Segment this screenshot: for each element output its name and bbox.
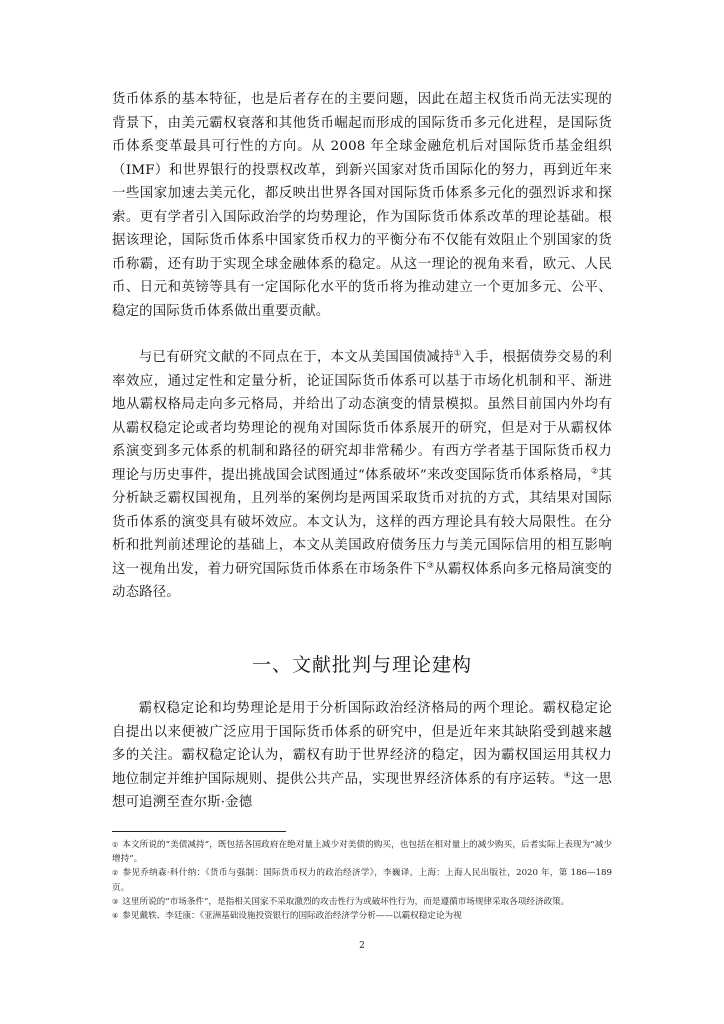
footnote-mark: ②: [112, 869, 119, 878]
paragraph-text: 这一思想可追溯至查尔斯·金德: [112, 771, 612, 810]
footnote-reference-3[interactable]: ③: [426, 560, 435, 570]
footnotes: [112, 838, 612, 923]
footnote-text: 这里所说的“市场条件”，是指相关国家不采取激烈的攻击性行为或破坏性行为，而是遵循市场规律采取各项经济政策。: [122, 896, 570, 907]
section-heading: 一、文献批判与理论建构: [251, 654, 472, 676]
body-paragraph-1: [112, 88, 612, 323]
paragraph-text: 与已有研究文献的不同点在于，本文从美国国债减持: [138, 350, 454, 365]
paragraph-text: 货币体系的基本特征，也是后者存在的主要问题，因此在超主权货币尚无法实现的背景下，由美元霸权衰落和其他货币崛起而形成的国际货币多元化进程，是国际货币体系变革最具可行性的方向。从 2008 年全球金融危机后对国际货币基金组织（IMF）和世界银行的投票权改革，到新兴国家对货币国际化的努力，再到近年来一些国家加速去美元化，都反映出世界各国对国际货币体系多元化的强烈诉求和探索。更有学者引入国际政治学的均势理论，作为国际货币体系改革的理论基础。根据该理论，国际货币体系中国家货币权力的平衡分布不仅能有效阻止个别国家的货币称霸，还有助于实现全球金融体系的稳定。从这一理论的视角来看，欧元、人民币、日元和英镑等具有一定国际化水平的货币将为推动建立一个更加多元、公平、稳定的国际货币体系做出重要贡献。: [112, 92, 612, 319]
footnote-reference-4[interactable]: ④: [563, 770, 572, 780]
footnote-mark: ①: [112, 841, 119, 849]
footnote-text: 参见乔纳森·科什纳：《货币与强制：国际货币权力的政治经济学》，李巍译，上海：上海人民出版社，2020 年，第 186—189 页。: [112, 868, 612, 893]
footnote-text: 参见戴轶、李廷康：《亚洲基础设施投资银行的国际政治经济学分析——以霸权稳定论为视: [122, 911, 462, 922]
paragraph-text: 其分析缺乏霸权国视角，且列举的案例均是两国采取货币对抗的方式，其结果对国际货币体系的演变具有破坏效应。本文认为，这样的西方理论具有较大局限性。在分析和批判前述理论的基础上，本文从美国政府债务压力与美元国际信用的相互影响这一视角出发，着力研究国际货币体系在市场条件下: [112, 467, 612, 577]
body-paragraph-2: [112, 346, 612, 605]
footnote-3: [112, 895, 612, 909]
paragraph-text: 从霸权体系向多元格局演变的动态路径。: [112, 561, 612, 600]
footnote-mark: ③: [112, 897, 119, 906]
footnote-divider: [112, 831, 286, 832]
body-paragraph-3: [112, 697, 612, 815]
footnote-reference-1[interactable]: ①: [453, 348, 462, 358]
footnote-mark: ④: [112, 912, 119, 921]
footnote-text: 本文所说的“美债减持”，既包括各国政府在绝对量上减少对美债的购买，也包括在相对量上的减少购买，后者实际上表现为“减少增持”。: [112, 840, 612, 865]
footnote-4: [112, 909, 612, 923]
paragraph-text: 霸权稳定论和均势理论是用于分析国际政治经济格局的两个理论。霸权稳定论自提出以来便被广泛应用于国际货币体系的研究中，但是近年来其缺陷受到越来越多的关注。霸权稳定论认为，霸权有助于世界经济的稳定，因为霸权国运用其权力地位制定并维护国际规则、提供公共产品，实现世界经济体系的有序运转。: [112, 701, 612, 787]
paragraph-text: 入手，根据债券交易的利率效应，通过定性和定量分析，论证国际货币体系可以基于市场化机制和平、渐进地从霸权格局走向多元格局，并给出了动态演变的情景模拟。虽然目前国内外均有从霸权稳定论或者均势理论的视角对国际货币体系展开的研究，但是对于从霸权体系演变到多元体系的机制和路径的研究却非常稀少。有西方学者基于国际货币权力理论与历史事件，提出挑战国会试图通过“体系破坏”来改变国际货币体系格局，: [112, 350, 612, 483]
page-number: 2: [359, 941, 365, 951]
footnote-1: [112, 838, 612, 866]
footnote-reference-2[interactable]: ②: [590, 466, 599, 476]
footnote-2: [112, 866, 612, 894]
